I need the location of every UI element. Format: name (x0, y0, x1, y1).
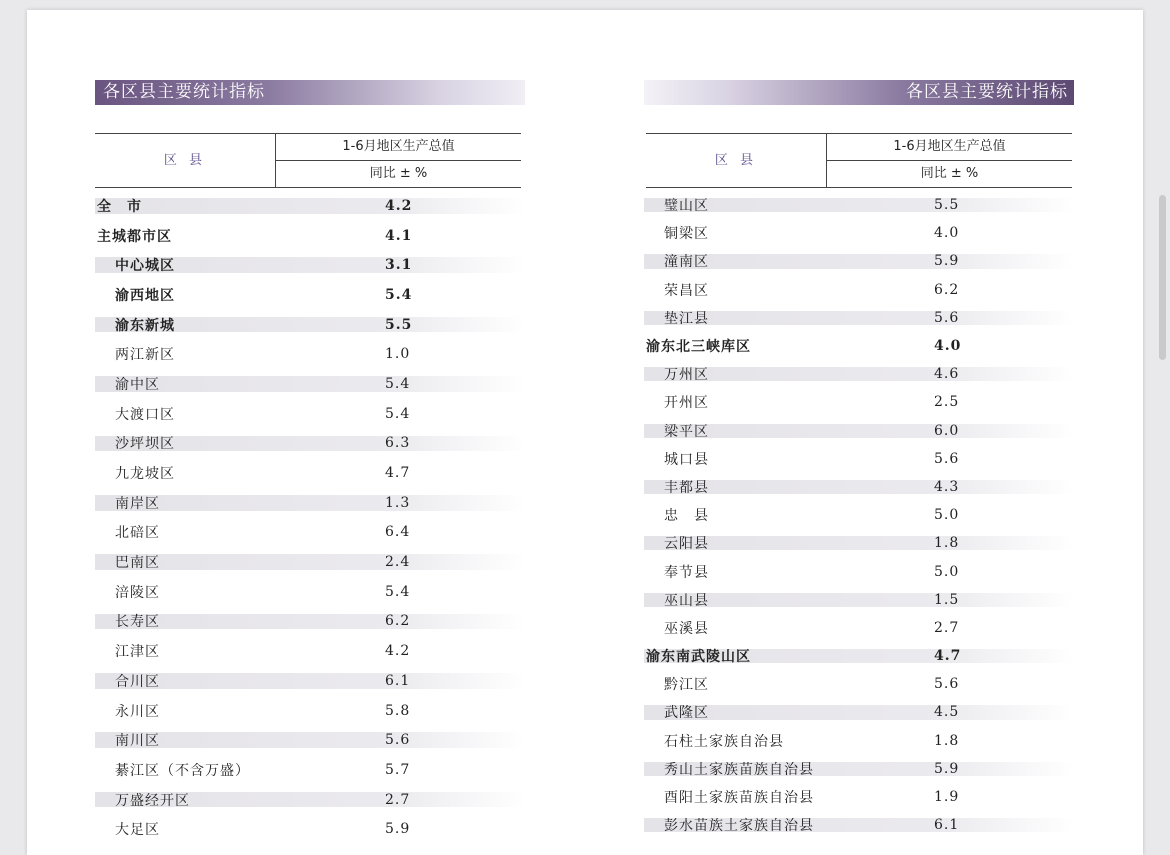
gdp-yoy-value: 5.4 (385, 405, 411, 422)
table-row (95, 785, 525, 815)
gdp-yoy-value: 1.9 (934, 789, 960, 806)
table-row (95, 429, 525, 459)
district-name: 璧山区 (664, 198, 709, 215)
table-row (644, 586, 1074, 614)
district-name: 渝中区 (115, 376, 160, 393)
table-row (644, 304, 1074, 332)
district-name: 南川区 (115, 733, 160, 750)
gdp-yoy-value: 6.4 (385, 524, 411, 541)
district-name: 垫江县 (664, 310, 709, 327)
vertical-scrollbar-thumb[interactable] (1159, 195, 1166, 360)
gdp-yoy-value: 5.4 (385, 286, 413, 303)
gdp-yoy-value: 4.7 (934, 648, 962, 665)
gdp-yoy-value: 5.6 (385, 732, 411, 749)
district-name: 中心城区 (115, 258, 175, 275)
gdp-yoy-value: 6.1 (934, 817, 960, 834)
table-row (95, 369, 525, 399)
district-name: 南岸区 (115, 495, 160, 512)
table-row (95, 339, 525, 369)
gdp-yoy-value: 2.7 (385, 791, 411, 808)
district-name: 长寿区 (115, 614, 160, 631)
gdp-yoy-value: 6.3 (385, 435, 411, 452)
gdp-yoy-value: 4.2 (385, 197, 413, 214)
district-name: 黔江区 (664, 677, 709, 694)
gdp-yoy-value: 2.7 (934, 619, 960, 636)
table-row (644, 811, 1074, 839)
table-row (95, 191, 525, 221)
district-name: 石柱土家族自治县 (664, 733, 784, 750)
gdp-yoy-value: 5.0 (934, 563, 960, 580)
gdp-yoy-value: 1.8 (934, 535, 960, 552)
district-name: 秀山土家族苗族自治县 (664, 761, 814, 778)
table-header (646, 133, 1072, 188)
table-row (644, 247, 1074, 275)
table-row (644, 360, 1074, 388)
district-name: 渝西地区 (115, 287, 175, 304)
table-row (95, 607, 525, 637)
district-name: 奉节县 (664, 564, 709, 581)
district-name: 潼南区 (664, 254, 709, 271)
district-name: 渝东新城 (115, 317, 175, 334)
district-name: 万州区 (664, 367, 709, 384)
table-row (95, 577, 525, 607)
district-name: 丰都县 (664, 479, 709, 496)
section-title: 各区县主要统计指标 (644, 80, 1074, 105)
table-row (644, 417, 1074, 445)
yoy-column-header: 同比 ± % (369, 166, 428, 181)
table-row (644, 191, 1074, 219)
district-name: 梁平区 (664, 423, 709, 440)
table-row (95, 250, 525, 280)
gdp-yoy-value: 2.4 (385, 554, 411, 571)
gdp-yoy-value: 6.2 (934, 281, 960, 298)
district-column-header: 区 县 (646, 134, 827, 187)
gdp-yoy-value: 2.5 (934, 394, 960, 411)
table-header (95, 133, 521, 188)
district-name: 渝东北三峡库区 (646, 339, 751, 356)
table-row (95, 518, 525, 548)
district-name: 巫溪县 (664, 620, 709, 637)
district-name: 九龙坡区 (115, 466, 175, 483)
district-name: 万盛经开区 (115, 792, 190, 809)
gdp-yoy-value: 5.9 (385, 821, 411, 838)
district-column-header: 区 县 (95, 134, 276, 187)
district-name: 全 市 (97, 198, 142, 215)
gdp-yoy-value: 6.2 (385, 613, 411, 630)
gdp-yoy-value: 5.6 (934, 309, 960, 326)
gdp-yoy-value: 5.8 (385, 702, 411, 719)
table-row (95, 547, 525, 577)
gdp-yoy-value: 1.0 (385, 346, 411, 363)
table-row (644, 276, 1074, 304)
table-row (95, 221, 525, 251)
district-name: 城口县 (664, 451, 709, 468)
table-row (644, 670, 1074, 698)
table-row (95, 399, 525, 429)
gdp-yoy-value: 5.5 (934, 197, 960, 214)
table-row (95, 725, 525, 755)
district-name: 大足区 (115, 822, 160, 839)
table-row (644, 727, 1074, 755)
gdp-yoy-value: 4.3 (934, 478, 960, 495)
gdp-yoy-value: 4.7 (385, 465, 411, 482)
district-name: 武隆区 (664, 705, 709, 722)
gdp-yoy-value: 6.0 (934, 422, 960, 439)
district-name: 铜梁区 (664, 226, 709, 243)
district-name: 合川区 (115, 673, 160, 690)
gdp-yoy-value: 4.6 (934, 366, 960, 383)
table-row (95, 310, 525, 340)
gdp-yoy-value: 4.2 (385, 643, 411, 660)
table-row (95, 696, 525, 726)
gdp-yoy-value: 5.6 (934, 450, 960, 467)
district-name: 开州区 (664, 395, 709, 412)
district-name: 彭水苗族土家族自治县 (664, 818, 814, 835)
gdp-column-header: 1-6月地区生产总值 (276, 134, 521, 161)
gdp-yoy-value: 1.3 (385, 494, 411, 511)
table-row (644, 388, 1074, 416)
gdp-yoy-value: 3.1 (385, 257, 413, 274)
table-row (644, 445, 1074, 473)
gdp-yoy-value: 4.5 (934, 704, 960, 721)
district-name: 荣昌区 (664, 282, 709, 299)
table-row (644, 501, 1074, 529)
table-row (644, 332, 1074, 360)
gdp-yoy-value: 5.6 (934, 676, 960, 693)
district-name: 江津区 (115, 644, 160, 661)
gdp-yoy-value: 1.5 (934, 591, 960, 608)
gdp-yoy-value: 5.5 (385, 316, 413, 333)
district-name: 两江新区 (115, 347, 175, 364)
table-row (644, 642, 1074, 670)
table-row (95, 755, 525, 785)
table-row (95, 458, 525, 488)
district-name: 涪陵区 (115, 584, 160, 601)
gdp-yoy-value: 5.7 (385, 761, 411, 778)
table-row (644, 698, 1074, 726)
gdp-yoy-value: 5.9 (934, 253, 960, 270)
gdp-yoy-value: 4.0 (934, 338, 962, 355)
district-name: 忠 县 (664, 508, 709, 525)
gdp-column-header: 1-6月地区生产总值 (827, 134, 1072, 161)
gdp-yoy-value: 4.1 (385, 227, 413, 244)
gdp-yoy-value: 1.8 (934, 732, 960, 749)
table-row (95, 666, 525, 696)
district-name: 渝东南武陵山区 (646, 649, 751, 666)
table-row (644, 614, 1074, 642)
district-name: 永川区 (115, 703, 160, 720)
district-name: 沙坪坝区 (115, 436, 175, 453)
table-row (644, 755, 1074, 783)
district-name: 巴南区 (115, 555, 160, 572)
table-row (644, 473, 1074, 501)
district-name: 主城都市区 (97, 228, 172, 245)
district-name: 大渡口区 (115, 406, 175, 423)
gdp-yoy-value: 4.0 (934, 225, 960, 242)
gdp-yoy-value: 5.4 (385, 583, 411, 600)
table-row (95, 814, 525, 844)
gdp-yoy-value: 5.0 (934, 507, 960, 524)
table-row (95, 280, 525, 310)
district-name: 巫山县 (664, 592, 709, 609)
table-row (644, 783, 1074, 811)
district-name: 北碚区 (115, 525, 160, 542)
gdp-yoy-value: 6.1 (385, 672, 411, 689)
district-name: 酉阳土家族苗族自治县 (664, 790, 814, 807)
table-row (95, 488, 525, 518)
table-row (95, 636, 525, 666)
gdp-yoy-value: 5.9 (934, 760, 960, 777)
table-row (644, 219, 1074, 247)
table-body (95, 191, 525, 844)
table-row (644, 557, 1074, 585)
gdp-yoy-value: 5.4 (385, 375, 411, 392)
document-spread (27, 10, 1143, 855)
section-title: 各区县主要统计指标 (95, 80, 525, 105)
table-row (644, 529, 1074, 557)
district-name: 綦江区（不含万盛） (115, 762, 250, 779)
yoy-column-header: 同比 ± % (920, 166, 979, 181)
table-body (644, 191, 1074, 839)
district-name: 云阳县 (664, 536, 709, 553)
